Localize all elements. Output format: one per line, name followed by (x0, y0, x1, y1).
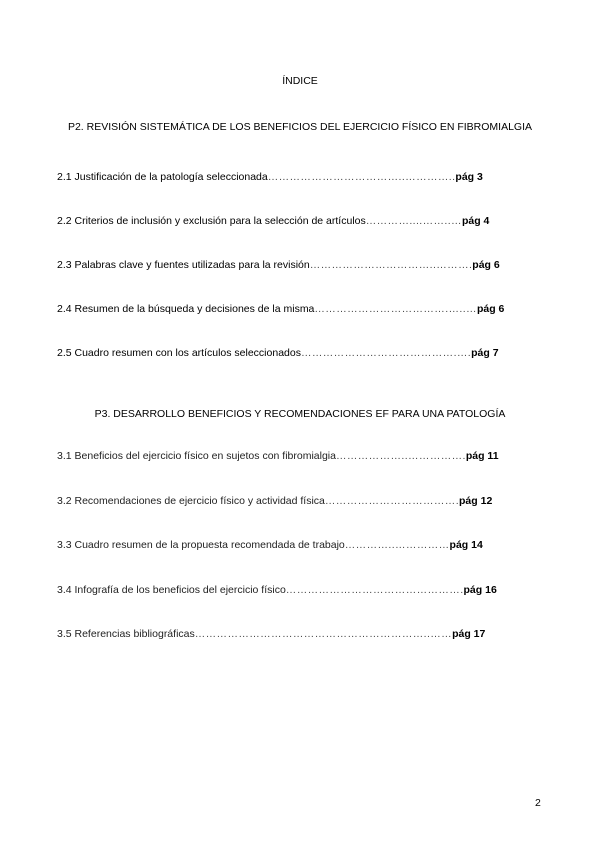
toc-title: ÍNDICE (282, 75, 318, 87)
toc-leader: …………………………………….…. (300, 347, 472, 359)
toc-entry-label: 3.5 Referencias bibliográficas (57, 628, 195, 640)
toc-entry-label: 2.5 Cuadro resumen con los artículos seleccionados (57, 347, 301, 359)
toc-entry-label: 3.4 Infografía de los beneficios del ejercicio físico (57, 584, 286, 596)
toc-entry-3-1[interactable] (57, 450, 499, 462)
toc-entry-label: 3.2 Recomendaciones de ejercicio físico y actividad física (57, 495, 325, 507)
toc-page-ref: pág 11 (465, 450, 499, 462)
toc-entry-2-4[interactable] (57, 303, 504, 315)
section-heading-p3: P3. DESARROLLO BENEFICIOS Y RECOMENDACIONES EF PARA UNA PATOLOGÍA (94, 408, 506, 420)
toc-page-ref: pág 17 (452, 628, 486, 640)
toc-leader: ………………………………………………………..…… (194, 628, 453, 640)
toc-entry-2-1[interactable] (57, 171, 483, 183)
toc-leader: ………………………………..………….. (267, 171, 456, 183)
page-number: 2 (535, 797, 541, 809)
section-heading-p2: P2. REVISIÓN SISTEMÁTICA DE LOS BENEFICIOS DEL EJERCICIO FÍSICO EN FIBROMIALGIA (67, 121, 533, 133)
toc-leader: ………………………………. (324, 495, 460, 507)
toc-leader: …………………………………………. (285, 584, 464, 596)
toc-entry-label: 2.4 Resumen de la búsqueda y decisiones de la misma (57, 303, 315, 315)
toc-entry-label: 3.3 Cuadro resumen de la propuesta recomendada de trabajo (57, 539, 345, 551)
toc-leader: ……………………………….…..… (314, 303, 477, 315)
toc-page-ref: pág 12 (459, 495, 493, 507)
toc-leader: …………..…………… (344, 539, 450, 551)
toc-page-ref: pág 4 (461, 215, 490, 227)
toc-entry-label: 2.1 Justificación de la patología seleccionada (57, 171, 268, 183)
toc-entry-3-4[interactable] (57, 584, 497, 596)
toc-entry-label: 2.3 Palabras clave y fuentes utilizadas para la revisión (57, 259, 310, 271)
toc-page-ref: pág 6 (476, 303, 505, 315)
toc-entry-3-2[interactable] (57, 495, 492, 507)
toc-page-ref: pág 3 (455, 171, 483, 183)
toc-page-ref: pág 7 (471, 347, 499, 359)
toc-page-ref: pág 6 (472, 259, 500, 271)
toc-entry-label: 3.1 Beneficios del ejercicio físico en sujetos con fibromialgia (57, 450, 336, 462)
toc-entry-label: 2.2 Criterios de inclusión y exclusión para la selección de artículos (57, 215, 366, 227)
toc-page-ref: pág 14 (449, 539, 483, 551)
toc-entry-2-5[interactable] (57, 347, 499, 359)
toc-page-ref: pág 16 (463, 584, 497, 596)
toc-leader: …………....……..… (365, 215, 462, 227)
toc-entry-3-3[interactable] (57, 539, 483, 551)
toc-entry-2-3[interactable] (57, 259, 500, 271)
toc-entry-3-5[interactable] (57, 628, 485, 640)
toc-leader: ……………………………..………. (309, 259, 473, 271)
toc-leader: ………………..……………. (335, 450, 466, 462)
toc-entry-2-2[interactable] (57, 215, 489, 227)
